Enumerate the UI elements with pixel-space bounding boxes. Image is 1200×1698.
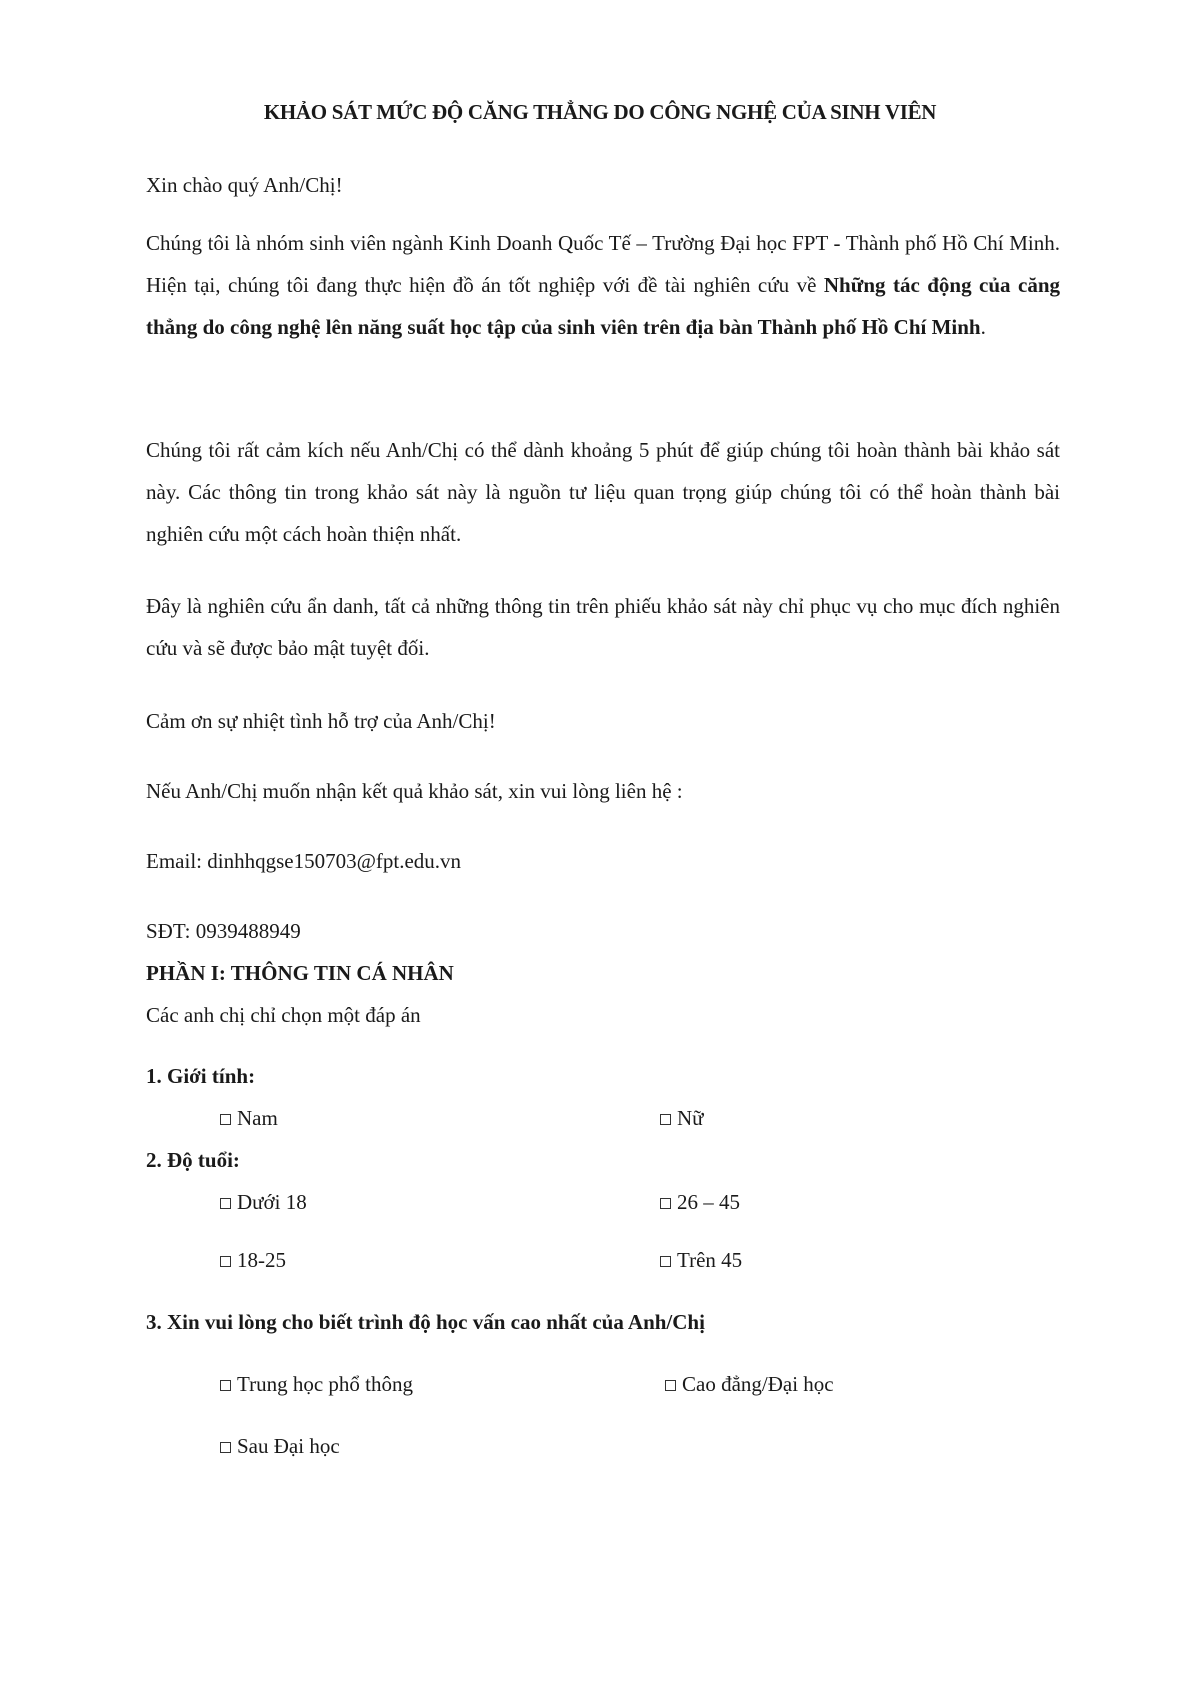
option-label: Trung học phổ thông [237, 1372, 413, 1396]
intro-paragraph [146, 222, 1060, 348]
option-edu-college[interactable] [665, 1372, 834, 1397]
option-age-over-45[interactable] [660, 1248, 742, 1273]
contact-phone: SĐT: 0939488949 [146, 919, 301, 943]
checkbox-icon[interactable] [220, 1380, 231, 1391]
option-age-18-25[interactable] [220, 1248, 286, 1273]
option-label: Sau Đại học [237, 1434, 340, 1458]
survey-title: KHẢO SÁT MỨC ĐỘ CĂNG THẲNG DO CÔNG NGHỆ CỦA SINH VIÊN [263, 100, 937, 124]
option-label: Cao đẳng/Đại học [682, 1372, 834, 1396]
option-gender-male[interactable] [220, 1106, 278, 1131]
checkbox-icon[interactable] [220, 1114, 231, 1125]
option-edu-postgraduate[interactable] [220, 1434, 340, 1459]
option-age-26-45[interactable] [660, 1190, 740, 1215]
option-label: 26 – 45 [677, 1190, 740, 1214]
contact-email: Email: dinhhqgse150703@fpt.edu.vn [146, 849, 462, 873]
option-label: 18-25 [237, 1248, 286, 1272]
intro-text-part1: Chúng tôi là nhóm sinh viên ngành Kinh Doanh Quốc Tế – Trường Đại học FPT - Thành phố Hồ Chí Minh. Hiện tại, chúng tôi đang thực hiện đồ án tốt nghiệp với đề tài nghiên cứu về [146, 231, 1060, 297]
section-instruction: Các anh chị chỉ chọn một đáp án [146, 1003, 421, 1027]
checkbox-icon[interactable] [660, 1256, 671, 1267]
contact-intro: Nếu Anh/Chị muốn nhận kết quả khảo sát, xin vui lòng liên hệ : [146, 779, 683, 803]
option-age-under-18[interactable] [220, 1190, 307, 1215]
checkbox-icon[interactable] [660, 1114, 671, 1125]
checkbox-icon[interactable] [220, 1198, 231, 1209]
option-label: Dưới 18 [237, 1190, 307, 1214]
thanks-line: Cảm ơn sự nhiệt tình hỗ trợ của Anh/Chị! [146, 709, 496, 733]
section-heading: PHẦN I: THÔNG TIN CÁ NHÂN [146, 961, 454, 985]
question-gender: 1. Giới tính: [146, 1064, 256, 1088]
option-label: Nữ [677, 1106, 704, 1130]
checkbox-icon[interactable] [665, 1380, 676, 1391]
request-paragraph: Chúng tôi rất cảm kích nếu Anh/Chị có thể dành khoảng 5 phút để giúp chúng tôi hoàn thành bài khảo sát này. Các thông tin trong khảo sát này là nguồn tư liệu quan trọng giúp chúng tôi có thể hoàn thành bài nghiên cứu một cách hoàn thiện nhất. [146, 438, 1060, 546]
checkbox-icon[interactable] [220, 1256, 231, 1267]
greeting: Xin chào quý Anh/Chị! [146, 173, 343, 197]
checkbox-icon[interactable] [220, 1442, 231, 1453]
option-edu-high-school[interactable] [220, 1372, 413, 1397]
question-education: 3. Xin vui lòng cho biết trình độ học vấn cao nhất của Anh/Chị [146, 1310, 705, 1334]
checkbox-icon[interactable] [660, 1198, 671, 1209]
question-age: 2. Độ tuổi: [146, 1148, 240, 1172]
option-label: Nam [237, 1106, 278, 1130]
intro-text-part2: . [980, 315, 986, 339]
option-label: Trên 45 [677, 1248, 743, 1272]
privacy-paragraph: Đây là nghiên cứu ẩn danh, tất cả những thông tin trên phiếu khảo sát này chỉ phục vụ cho mục đích nghiên cứu và sẽ được bảo mật tuyệt đối. [146, 594, 1060, 660]
option-gender-female[interactable] [660, 1106, 704, 1131]
research-topic: Những tác động của căng thẳng do công nghệ lên năng suất học tập của sinh viên trên địa bàn Thành phố Hồ Chí Minh [146, 273, 1060, 339]
